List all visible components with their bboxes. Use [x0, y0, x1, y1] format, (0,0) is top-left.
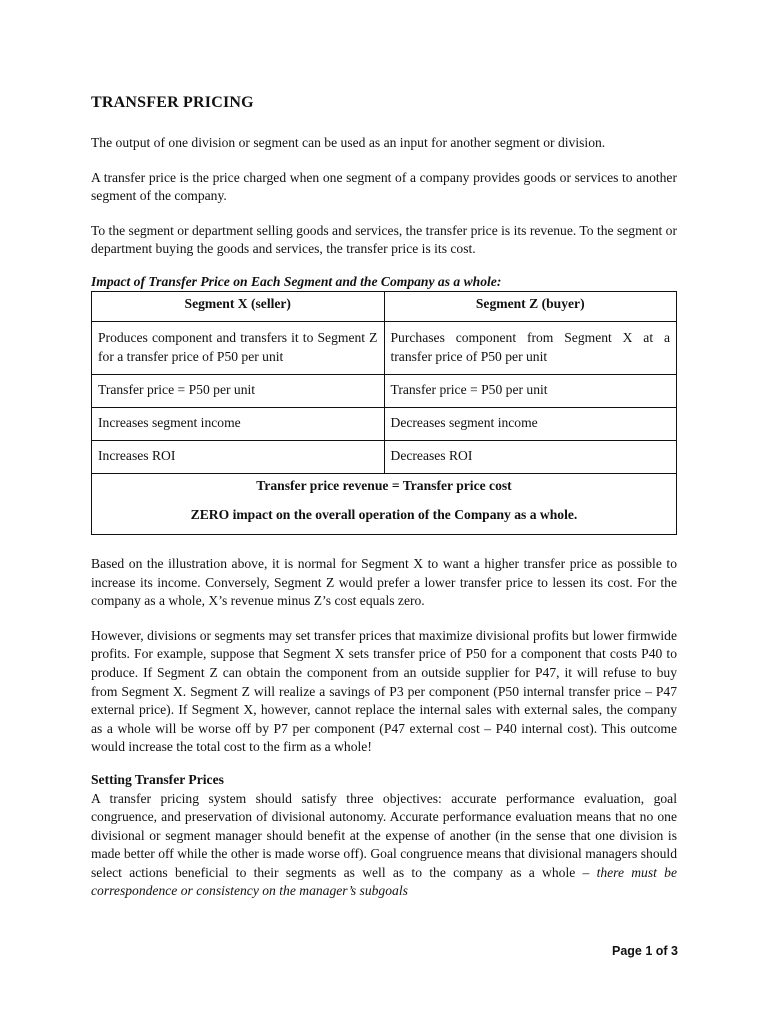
- table-cell: Transfer price = P50 per unit: [384, 374, 677, 407]
- table-row: [92, 321, 677, 374]
- section-text-italic: there must be correspondence or consistency on the manager’s subgoals: [91, 864, 678, 899]
- table-header-row: [92, 291, 677, 321]
- page-title: TRANSFER PRICING: [91, 94, 254, 111]
- table-cell: Increases ROI: [92, 440, 385, 473]
- intro-paragraph-1: The output of one division or segment can be used as an input for another segment or division.: [91, 135, 606, 150]
- table-cell: Decreases ROI: [384, 440, 677, 473]
- page-content: [91, 94, 677, 901]
- table-row: [92, 374, 677, 407]
- intro-paragraph-3: To the segment or department selling goods and services, the transfer price is its revenue. To the segment or department buying the goods and services, the transfer price is its cost.: [91, 222, 677, 257]
- table-row: [92, 407, 677, 440]
- intro-paragraph-2: A transfer price is the price charged when one segment of a company provides goods or services to another segment of the company.: [91, 169, 677, 204]
- impact-table: [91, 291, 677, 535]
- section-text: A transfer pricing system should satisfy three objectives: accurate performance evaluation, goal congruence, and preservation of divisional autonomy. Accurate performance evaluation means that no one divisional or segment manager should benefit at the expense of another (in the sense that one division is made better off while the other is made worse off). Goal congruence means that divisional managers should select actions beneficial to their segments as well as to the company as a whole –: [91, 790, 677, 880]
- summary-line-2: ZERO impact on the overall operation of the Company as a whole.: [190, 506, 578, 522]
- table-cell: Purchases component from Segment X at a transfer price of P50 per unit: [384, 321, 677, 374]
- table-summary-row: [92, 473, 677, 534]
- table-summary-cell: [92, 473, 677, 534]
- table-cell: Transfer price = P50 per unit: [92, 374, 385, 407]
- body-paragraph-1: Based on the illustration above, it is normal for Segment X to want a higher transfer price as possible to increase its income. Conversely, Segment Z would prefer a lower transfer price to lessen its cost. For the company as a whole, X’s revenue minus Z’s cost equals zero.: [91, 555, 677, 609]
- table-row: [92, 440, 677, 473]
- table-cell: Increases segment income: [92, 407, 385, 440]
- page-number: Page 1 of 3: [612, 944, 678, 958]
- section-paragraph: [91, 790, 677, 902]
- table-caption: Impact of Transfer Price on Each Segment and the Company as a whole:: [91, 273, 502, 289]
- table-cell: Produces component and transfers it to Segment Z for a transfer price of P50 per unit: [92, 321, 385, 374]
- header-segment-z: Segment Z (buyer): [384, 291, 677, 321]
- table-cell: Decreases segment income: [384, 407, 677, 440]
- header-segment-x: Segment X (seller): [92, 291, 385, 321]
- summary-line-1: Transfer price revenue = Transfer price cost: [256, 477, 512, 493]
- body-paragraph-2: However, divisions or segments may set transfer prices that maximize divisional profits but lower firmwide profits. For example, suppose that Segment X sets transfer price of P50 for a component that costs P40 to produce. If Segment Z can obtain the component from an outside supplier for P47, it will refuse to buy from Segment X. Segment Z will realize a savings of P3 per component (P50 internal transfer price – P47 external price). If Segment X, however, cannot replace the internal sales with external sales, the company as a whole will be worse off by P7 per component (P47 external cost – P40 internal cost). This outcome would increase the total cost to the firm as a whole!: [91, 627, 677, 755]
- section-heading: Setting Transfer Prices: [91, 771, 224, 787]
